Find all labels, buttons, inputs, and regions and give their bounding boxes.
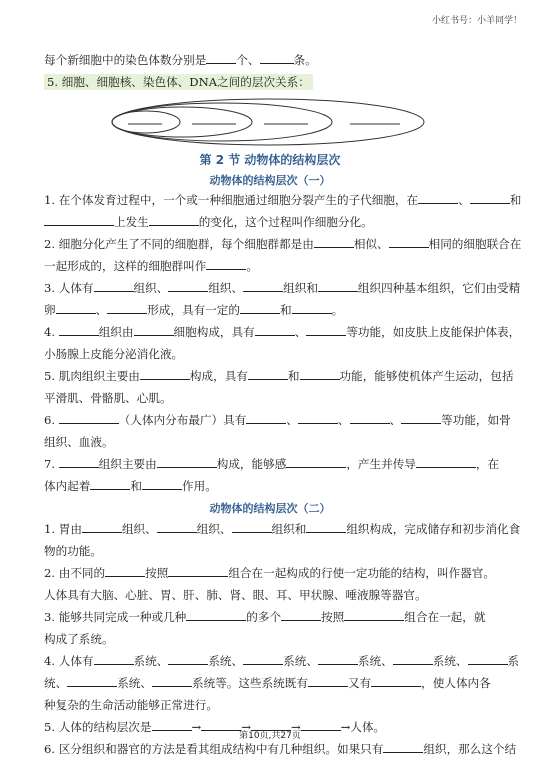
- nested-ellipse-diagram: [110, 97, 430, 147]
- top-line-1: 每个新细胞中的染色体数分别是 个、 条。: [44, 53, 317, 67]
- p2-q3-line1: 3. 能够共同完成一种或几种 的多个 按照 组合在一起，就: [44, 610, 486, 624]
- section-title: 第 2 节 动物体的结构层次: [199, 153, 341, 167]
- p1-q5-line1: 5. 肌肉组织主要由 构成，具有 和 功能，能够使机体产生运动，包括: [44, 369, 514, 383]
- p2-q4-line3: 种复杂的生命活动能够正常进行。: [44, 698, 218, 712]
- p1-q3-line2: 卵 、 形成，具有一定的 和 。: [44, 303, 344, 317]
- p2-q4-line1: 4. 人体有 系统、 系统、 系统、 系统、 系统、 系: [44, 654, 520, 668]
- p2-q2-line2: 人体具有大脑、心脏、胃、肝、肺、肾、眼、耳、甲状腺、唾液腺等器官。: [44, 588, 427, 602]
- subsection-title-2: 动物体的结构层次（二）: [209, 502, 331, 515]
- p1-q2-line1: 2. 细胞分化产生了不同的细胞群，每个细胞群都是由 相似、 相同的细胞联合在: [44, 237, 522, 251]
- p2-q1-line2: 物的功能。: [44, 544, 102, 558]
- p1-q4-line2: 小肠腺上皮能分泌消化液。: [44, 347, 184, 361]
- watermark-text: 小红书号：小羊同学！: [431, 16, 522, 26]
- top-line-5: 5. 细胞、细胞核、染色体、DNA之间的层次关系：: [44, 74, 496, 90]
- p1-q7-line1: 7. 组织主要由 构成，能够感 ，产生并传导 ，在: [44, 457, 500, 471]
- p1-q6-line1: 6. （人体内分布最广）具有 、 、 、 等功能，如骨: [44, 413, 511, 427]
- p1-q4-line1: 4. 组织由 细胞构成，具有 、 等功能，如皮肤上皮能保护体表，: [44, 325, 521, 339]
- p1-q2-line2: 一起形成的，这样的细胞群叫作 。: [44, 259, 258, 273]
- p1-q5-line2: 平滑肌、骨骼肌、心肌。: [44, 391, 172, 405]
- p1-q7-line2: 体内起着 和 作用。: [44, 479, 217, 493]
- subsection-title-1: 动物体的结构层次（一）: [209, 174, 331, 187]
- p2-q4-line2: 统、 系统、 系统等。这些系统既有 又有 ，使人体内各: [44, 676, 491, 690]
- p1-q1-line2: 上发生 的变化，这个过程叫作细胞分化。: [44, 214, 496, 230]
- p2-q1-line1: 1. 胃由 组织、 组织、 组织和 组织构成，完成储存和初步消化食: [44, 522, 521, 536]
- p1-q1-line1: 1. 在个体发育过程中，一个或一种细胞通过细胞分裂产生的子代细胞，在 、 和: [44, 193, 522, 207]
- page-footer: 第10页,共27页: [239, 731, 301, 741]
- p1-q6-line2: 组织、血液。: [44, 435, 114, 449]
- p2-q3-line2: 构成了系统。: [44, 632, 114, 646]
- p2-q5-line1: 5. 人体的结构层次是 → → → →人体。: [44, 720, 386, 734]
- p1-q3-line1: 3. 人体有 组织、 组织、 组织和 组织四种基本组织，它们由受精: [44, 281, 521, 295]
- p2-q2-line1: 2. 由不同的 按照 组合在一起构成的行使一定功能的结构，叫作器官。: [44, 566, 495, 580]
- p2-q6-line1: 6. 区分组织和器官的方法是看其组成结构中有几种组织。如果只有 组织，那么这个结: [44, 742, 517, 756]
